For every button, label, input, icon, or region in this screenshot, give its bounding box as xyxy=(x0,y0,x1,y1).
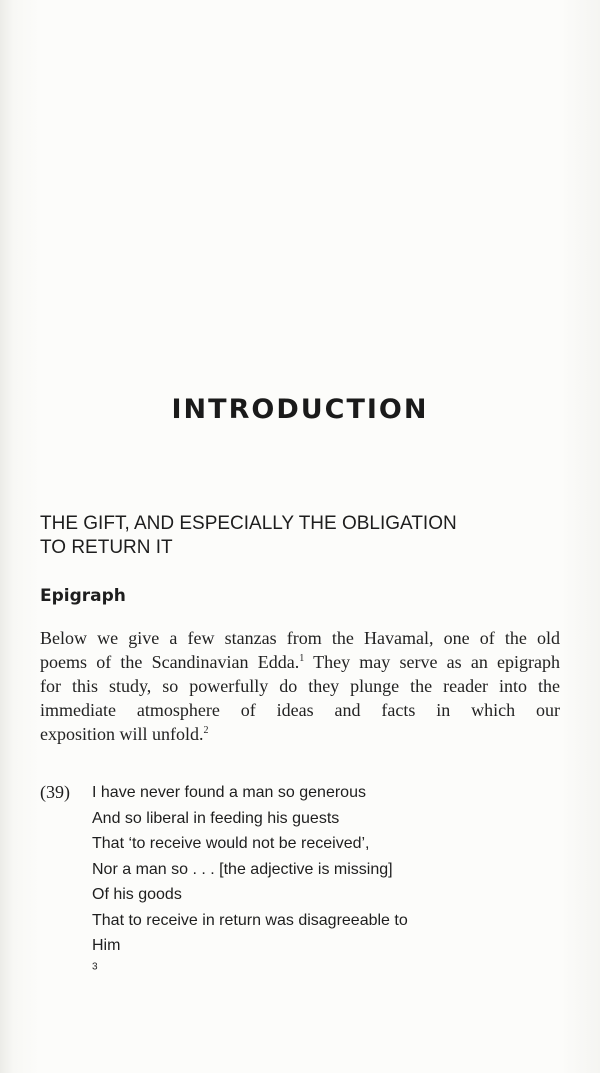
stanza-line-last xyxy=(92,933,552,984)
paragraph-line-1: Below we give a few stanzas from the Havamal, one of the old xyxy=(40,628,560,648)
stanza-line: Of his goods xyxy=(92,886,182,903)
paragraph-line-5-text: exposition will unfold. xyxy=(40,724,204,744)
chapter-title: INTRODUCTION xyxy=(171,394,429,425)
paragraph-line-2 xyxy=(40,650,560,674)
section-heading-line-2: TO RETURN IT xyxy=(40,537,173,558)
paragraph-line-3: for this study, so powerfully do they plunge the reader into the xyxy=(40,676,560,696)
stanza-last-line-text: Him xyxy=(92,937,121,954)
stanza-line: Nor a man so . . . [the adjective is missing] xyxy=(92,860,393,878)
footnote-marker-3[interactable]: 3 xyxy=(92,961,98,973)
epigraph-subheading: Epigraph xyxy=(40,586,126,606)
paragraph-line-4: immediate atmosphere of ideas and facts in which our xyxy=(40,700,560,720)
stanza-number: (39) xyxy=(40,782,70,802)
section-heading-line-1: THE GIFT, AND ESPECIALLY THE OBLIGATION xyxy=(40,513,457,534)
stanza-lines xyxy=(92,780,552,984)
paragraph-line-2-text: poems of the Scandinavian Edda. xyxy=(40,652,300,672)
footnote-marker-2[interactable]: 2 xyxy=(203,725,209,736)
section-heading xyxy=(40,512,540,560)
stanza-line: I have never found a man so generous xyxy=(92,784,366,801)
stanza-line: That to receive in return was disagreeable to xyxy=(92,911,408,929)
stanza-line: That ‘to receive would not be received’, xyxy=(92,835,370,852)
body-paragraph xyxy=(40,626,560,746)
footnote-marker-1[interactable]: 1 xyxy=(299,653,305,664)
stanza-line: And so liberal in feeding his guests xyxy=(92,809,340,827)
paragraph-line-5 xyxy=(40,722,560,746)
paragraph-line-2-text-rest: They may serve as an epigraph xyxy=(304,652,560,672)
